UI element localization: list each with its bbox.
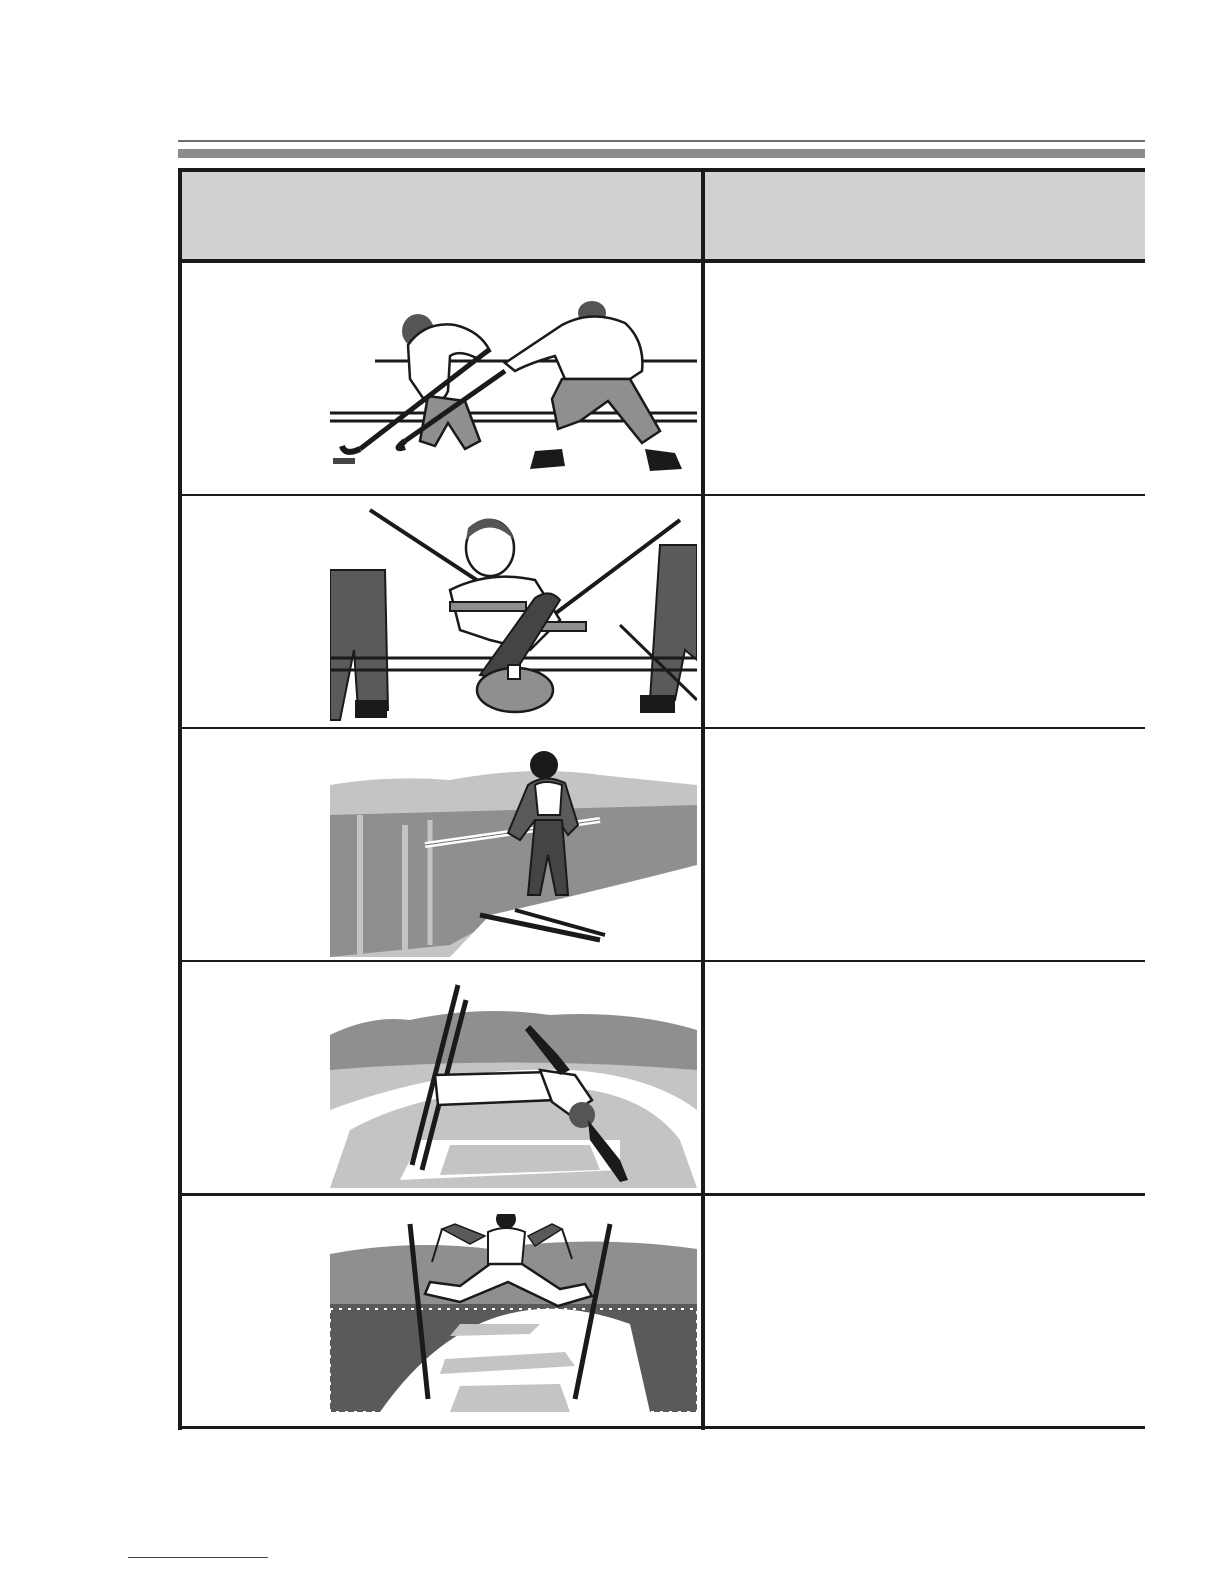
sports-table	[178, 168, 1145, 1430]
top-rule-thin	[178, 140, 1145, 142]
table-bottom-border	[178, 1426, 1145, 1429]
header-col-1	[178, 168, 701, 261]
spread-eagle-skier-icon	[330, 1214, 697, 1412]
table-row	[178, 962, 1145, 1193]
table-row	[178, 496, 1145, 727]
curling-icon	[330, 500, 697, 725]
aerial-skier-icon	[330, 970, 697, 1188]
header-col-2	[705, 168, 1145, 261]
table-top-border	[178, 168, 1145, 172]
table-header	[178, 168, 1145, 261]
ice-hockey-icon	[330, 301, 697, 491]
top-rule-thick	[178, 149, 1145, 158]
table-row	[178, 263, 1145, 494]
table-row	[178, 1196, 1145, 1426]
table-row	[178, 729, 1145, 960]
footer-link-underline	[128, 1557, 268, 1558]
mogul-skier-icon	[330, 745, 697, 957]
